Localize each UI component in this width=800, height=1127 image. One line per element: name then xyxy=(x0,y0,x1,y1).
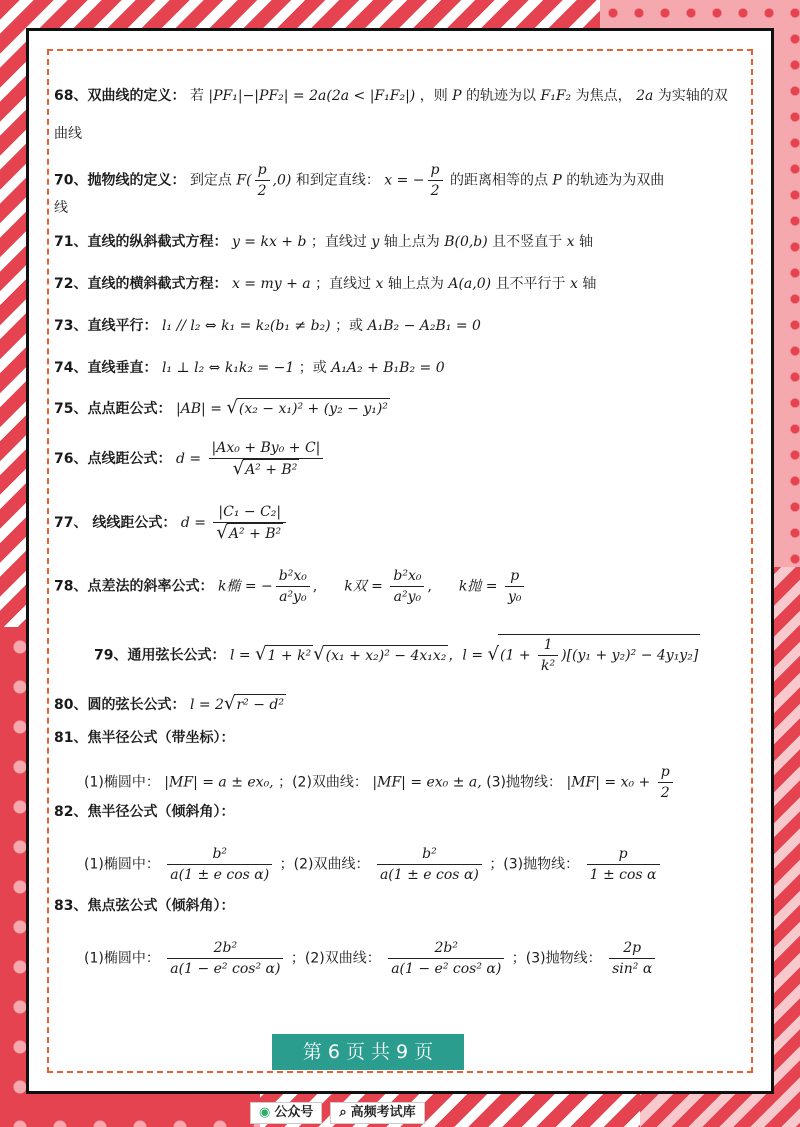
text: ；直线过 xyxy=(310,234,367,250)
text: 的距离相等的点 xyxy=(449,172,548,189)
item-73 xyxy=(54,316,481,336)
math: |MF| = ex₀ ± a, xyxy=(372,774,482,791)
item-label: 82、焦半径公式（倾斜角）： xyxy=(54,804,235,820)
text: ；或 xyxy=(335,318,364,334)
item-label: 73、直线平行： xyxy=(54,318,158,334)
item-label: 74、直线垂直： xyxy=(54,360,158,376)
fraction xyxy=(505,566,525,607)
item-77 xyxy=(54,502,289,544)
math: A² + B² xyxy=(243,459,299,480)
sqrt-sign: √ xyxy=(313,643,325,665)
numerator: p xyxy=(658,762,673,783)
denominator: 2 xyxy=(257,183,267,199)
text: 线 xyxy=(54,200,68,216)
text: 轴 xyxy=(582,276,597,292)
fraction xyxy=(390,566,424,607)
text: 轴上点为 xyxy=(383,234,440,250)
item-74 xyxy=(54,358,445,378)
math: )[(y₁ + y₂)² − 4y₁y₂] xyxy=(561,647,699,664)
fraction xyxy=(209,438,324,480)
numerator: 2b² xyxy=(388,938,504,959)
fraction xyxy=(609,938,655,979)
sqrt-sign: √ xyxy=(216,522,228,543)
math: r² − d² xyxy=(234,694,286,715)
footer xyxy=(250,1102,425,1124)
sqrt-sign: √ xyxy=(255,643,267,665)
denominator: sin² α xyxy=(612,961,653,977)
fraction xyxy=(167,844,272,885)
item-label: 70、抛物线的定义： xyxy=(54,172,186,189)
text: ；(3)抛物线： xyxy=(511,950,602,967)
numerator: 2p xyxy=(609,938,655,959)
text: ；直线过 xyxy=(315,276,372,292)
text: ，则 xyxy=(419,88,448,104)
text: 若 xyxy=(189,88,204,104)
numerator: b²x₀ xyxy=(390,566,424,587)
item-78: 78、点差法的斜率公式： k椭 = − $\frac{\text{b²x₀}}{\text{a²y₀}}$ , k双 = $\frac{\text{b²x₀}}{\text{a²y₀}}$ , k抛 = $\frac{p}{\text{y₀}}$ xyxy=(54,566,527,607)
math: |AB| = xyxy=(175,401,227,417)
item-label: 76、点线距公式： xyxy=(54,451,172,467)
item-70 xyxy=(54,160,664,201)
denominator: a²y₀ xyxy=(279,589,307,605)
numerator: b²x₀ xyxy=(276,566,310,587)
math: 2a xyxy=(636,88,654,104)
item-82 xyxy=(54,802,234,822)
text: 到定点 xyxy=(189,172,232,189)
denominator: a(1 − e² cos² α) xyxy=(391,961,502,977)
math: y = kx + b xyxy=(231,234,307,250)
denominator: a(1 ± e cos α) xyxy=(379,867,479,883)
math: l₁ ⊥ l₂ ⇔ k₁k₂ = −1 xyxy=(161,360,295,376)
math: 1 + k² xyxy=(266,645,314,666)
math: ,0) xyxy=(272,172,292,189)
item-81 xyxy=(54,728,234,748)
numerator: |Ax₀ + By₀ + C| xyxy=(209,438,324,459)
fraction xyxy=(388,938,504,979)
math: d = xyxy=(180,515,211,531)
math: |MF| = a ± ex₀, xyxy=(164,774,274,791)
math: ，l = xyxy=(448,647,488,664)
item-68-cont xyxy=(54,124,82,144)
denominator: k² xyxy=(541,658,556,674)
math: y xyxy=(371,234,380,250)
item-label: 83、焦点弦公式（倾斜角）： xyxy=(54,898,235,914)
item-label: 81、焦半径公式（带坐标）： xyxy=(54,730,235,746)
numerator: p xyxy=(428,160,443,181)
math: |PF₁|−|PF₂| = 2a(2a < |F₁F₂|) xyxy=(208,88,416,104)
page-indicator: 第 6 页 共 9 页 xyxy=(272,1034,464,1070)
text: ；(2)双曲线： xyxy=(278,774,368,791)
math: x = − xyxy=(384,172,425,189)
math: k椭 = − xyxy=(217,578,273,595)
fraction xyxy=(658,762,673,803)
text: ；(2)双曲线： xyxy=(279,856,370,873)
math: (x₂ − x₁)² + (y₂ − y₁)² xyxy=(237,398,390,419)
item-76 xyxy=(54,438,326,480)
math: d = xyxy=(175,451,206,467)
sqrt-sign: √ xyxy=(226,397,238,418)
numerator: p xyxy=(505,566,525,587)
numerator: |C₁ − C₂| xyxy=(213,502,286,523)
text: ；(3)抛物线： xyxy=(489,856,580,873)
fraction xyxy=(377,844,482,885)
fraction xyxy=(276,566,310,607)
search-pill[interactable] xyxy=(330,1102,424,1124)
math: A(a,0) xyxy=(448,276,492,292)
math: x xyxy=(570,276,578,292)
item-71 xyxy=(54,232,593,252)
math: B(0,b) xyxy=(444,234,488,250)
denominator: a(1 ± e cos α) xyxy=(170,867,270,883)
item-label: 68、双曲线的定义： xyxy=(54,88,186,104)
math: A₁A₂ + B₁B₂ = 0 xyxy=(331,360,445,376)
fraction xyxy=(167,938,283,979)
sqrt-body xyxy=(498,634,700,676)
denominator: a(1 − e² cos² α) xyxy=(170,961,281,977)
text: 轴 xyxy=(578,234,593,250)
denominator xyxy=(213,523,286,544)
account-pill[interactable] xyxy=(250,1102,322,1124)
sqrt-sign: √ xyxy=(487,643,499,665)
wechat-icon: ◉ xyxy=(259,1105,271,1120)
denominator xyxy=(209,459,324,480)
math: x xyxy=(375,276,384,292)
denominator: 2 xyxy=(660,785,670,801)
math: k双 = xyxy=(344,578,388,595)
fraction xyxy=(255,160,270,201)
math: (x₁ + x₂)² − 4x₁x₂ xyxy=(324,645,449,666)
numerator: 2b² xyxy=(167,938,283,959)
math: F( xyxy=(236,172,252,189)
numerator: p xyxy=(587,844,660,865)
math: P xyxy=(452,88,462,104)
item-80 xyxy=(54,694,286,715)
fraction xyxy=(213,502,286,544)
item-label: 79、通用弦长公式： xyxy=(94,647,226,664)
denominator: y₀ xyxy=(507,589,522,605)
denominator: 1 ± cos α xyxy=(589,867,657,883)
text: 且不竖直于 xyxy=(492,234,563,250)
text: ；或 xyxy=(298,360,327,376)
item-label: 77、 线线距公式： xyxy=(54,515,177,531)
math: F₁F₂ xyxy=(540,88,572,104)
item-label: 78、点差法的斜率公式： xyxy=(54,578,214,595)
math: x xyxy=(566,234,575,250)
search-icon: ⌕ xyxy=(339,1105,347,1120)
item-83 xyxy=(54,896,234,916)
item-83-body xyxy=(84,938,658,979)
fraction xyxy=(587,844,660,885)
numerator: b² xyxy=(167,844,272,865)
text: 轴上点为 xyxy=(387,276,444,292)
account-label: 公众号 xyxy=(274,1105,314,1120)
text: (1)椭圆中： xyxy=(84,774,160,791)
numerator: 1 xyxy=(538,635,558,656)
text: (3)抛物线： xyxy=(486,774,563,791)
numerator: p xyxy=(255,160,270,181)
item-68 xyxy=(54,86,728,106)
item-72 xyxy=(54,274,596,294)
item-label: 72、直线的横斜截式方程： xyxy=(54,276,228,292)
item-label: 75、点点距公式： xyxy=(54,401,172,417)
item-82-body xyxy=(84,844,663,885)
item-label: 71、直线的纵斜截式方程： xyxy=(54,234,228,250)
item-label: 80、圆的弦长公式： xyxy=(54,697,186,713)
math: l = xyxy=(229,647,256,664)
text: (1)椭圆中： xyxy=(84,950,160,967)
denominator: 2 xyxy=(430,183,440,199)
math: P xyxy=(552,172,562,189)
item-70-cont xyxy=(54,198,68,218)
text: (1)椭圆中： xyxy=(84,856,160,873)
text: ；(2)双曲线： xyxy=(290,950,381,967)
text: 的轨迹为为双曲 xyxy=(566,172,665,189)
item-79 xyxy=(94,634,700,676)
denominator: a²y₀ xyxy=(393,589,422,605)
text: 且不平行于 xyxy=(495,276,566,292)
text: 为焦点， xyxy=(575,88,632,104)
numerator: b² xyxy=(377,844,482,865)
text: 和到定直线： xyxy=(295,172,380,189)
math: A² + B² xyxy=(227,523,283,544)
math: k抛 = xyxy=(458,578,502,595)
math: l = 2 xyxy=(189,697,224,713)
search-label: 高频考试库 xyxy=(350,1105,416,1120)
item-81-body xyxy=(84,762,676,803)
item-75 xyxy=(54,398,390,419)
fraction xyxy=(428,160,443,201)
sqrt-sign: √ xyxy=(232,458,245,479)
fraction xyxy=(538,635,558,676)
math: x = my + a xyxy=(231,276,311,292)
sqrt-sign: √ xyxy=(223,693,236,714)
text: 的轨迹为以 xyxy=(466,88,537,104)
text: 曲线 xyxy=(54,126,82,142)
math: (1 + xyxy=(500,647,535,664)
math: A₁B₂ − A₂B₁ = 0 xyxy=(367,318,481,334)
math: l₁ // l₂ ⇔ k₁ = k₂(b₁ ≠ b₂) xyxy=(161,318,331,334)
dashed-border xyxy=(47,49,753,1073)
math: |MF| = x₀ + xyxy=(566,774,655,791)
text: 为实轴的双 xyxy=(657,88,728,104)
